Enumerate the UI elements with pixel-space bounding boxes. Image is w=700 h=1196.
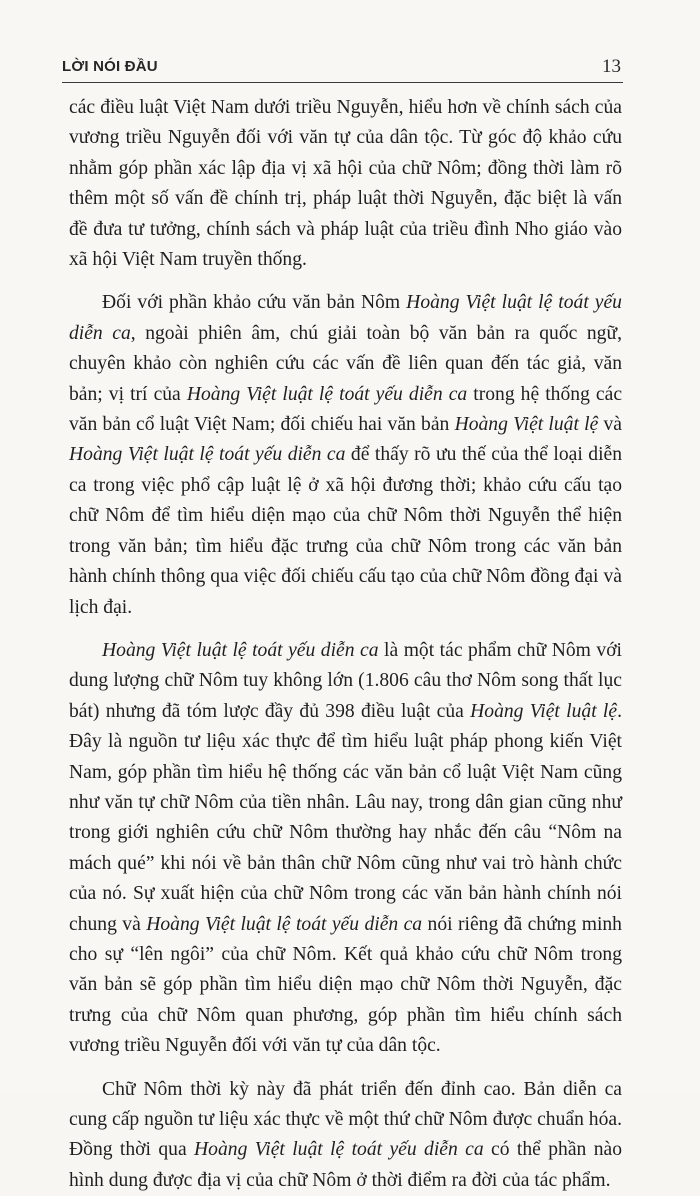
header-rule	[62, 82, 623, 83]
text-run: có thể phần nào hình dung được địa vị của chữ Nôm ở thời điểm ra đời của tác phẩm.	[69, 1139, 623, 1191]
work-title-italic: Hoàng Việt luật lệ toát yếu diễn ca	[194, 1139, 484, 1161]
running-header	[62, 56, 623, 78]
work-title-italic: Hoàng Việt luật lệ toát yếu diễn ca	[146, 913, 423, 935]
text-run: và	[598, 414, 622, 436]
work-title-italic: Hoàng Việt luật lệ toát yếu diễn ca	[69, 444, 346, 466]
work-title-italic: Hoàng Việt luật lệ toát yếu diễn ca	[186, 383, 468, 405]
page-number: 13	[602, 56, 621, 77]
text-run: , ngoài phiên âm, chú giải toàn bộ văn bản ra quốc ngữ, chuyên khảo còn nghiên cứu các vấn đề liên quan đến tác giả, văn bản; vị trí của	[69, 322, 622, 405]
text-run: các điều luật Việt Nam dưới triều Nguyễn, hiểu hơn về chính sách của vương triều Nguyễn đối với văn tự của dân tộc. Từ góc độ khảo cứu nhằm góp phần xác lập địa vị xã hội của chữ Nôm; đồng thời làm rõ thêm một số vấn đề chính trị, pháp luật thời Nguyễn, đặc biệt là vấn đề đưa tư tưởng, chính sách và pháp luật của triều đình Nho giáo vào xã hội Việt Nam truyền thống.	[69, 97, 622, 271]
section-title: LỜI NÓI ĐẦU	[62, 58, 158, 75]
work-title-italic: Hoàng Việt luật lệ	[470, 700, 618, 722]
body-text	[69, 93, 622, 1196]
work-title-italic: Hoàng Việt luật lệ	[454, 414, 599, 436]
text-run: để thấy rõ ưu thế của thể loại diễn ca trong việc phổ cập luật lệ ở xã hội đương thời; khảo cứu cấu tạo chữ Nôm để tìm hiểu diện mạo của chữ Nôm thời Nguyễn thể hiện trong văn bản; tìm hiểu đặc trưng của chữ Nôm trong các văn bản hành chính thông qua việc đối chiếu cấu tạo của chữ Nôm đồng đại và lịch đại.	[69, 444, 623, 618]
work-title-italic: Hoàng Việt luật lệ toát yếu diễn ca	[69, 292, 622, 344]
paragraph	[69, 288, 622, 622]
paragraph	[69, 1075, 622, 1196]
text-run: nói riêng đã chứng minh cho sự “lên ngôi” của chữ Nôm. Kết quả khảo cứu chữ Nôm trong văn bản sẽ góp phần tìm hiểu diện mạo chữ Nôm thời Nguyễn, đặc trưng của chữ Nôm quan phương, góp phần tìm hiểu chính sách vương triều Nguyễn đối với văn tự của dân tộc.	[69, 913, 622, 1057]
text-run: Đối với phần khảo cứu văn bản Nôm	[102, 292, 407, 314]
paragraph	[69, 93, 622, 275]
work-title-italic: Hoàng Việt luật lệ toát yếu diễn ca	[102, 639, 379, 661]
text-run: Chữ Nôm thời kỳ này đã phát triển đến đỉnh cao. Bản diễn ca cung cấp nguồn tư liệu xác thực về một thứ chữ Nôm được chuẩn hóa. Đồng thời qua	[69, 1078, 622, 1161]
text-run: trong hệ thống các văn bản cổ luật Việt Nam; đối chiếu hai văn bản	[69, 383, 623, 436]
paragraph	[69, 636, 622, 1062]
text-run: là một tác phẩm chữ Nôm với dung lượng chữ Nôm tuy không lớn (1.806 câu thơ Nôm song thất lục bát) nhưng đã tóm lược đầy đủ 398 điều luật của	[69, 639, 622, 722]
text-run: . Đây là nguồn tư liệu xác thực để tìm hiểu luật pháp phong kiến Việt Nam, góp phần tìm hiểu hệ thống các văn bản cổ luật Việt Nam cũng như văn tự chữ Nôm của tiền nhân. Lâu nay, trong dân gian cũng như trong giới nghiên cứu chữ Nôm thường hay nhắc đến câu “Nôm na mách qué” khi nói về bản thân chữ Nôm cũng như vai trò hành chức của nó. Sự xuất hiện của chữ Nôm trong các văn bản hành chính nói chung và	[69, 700, 622, 935]
